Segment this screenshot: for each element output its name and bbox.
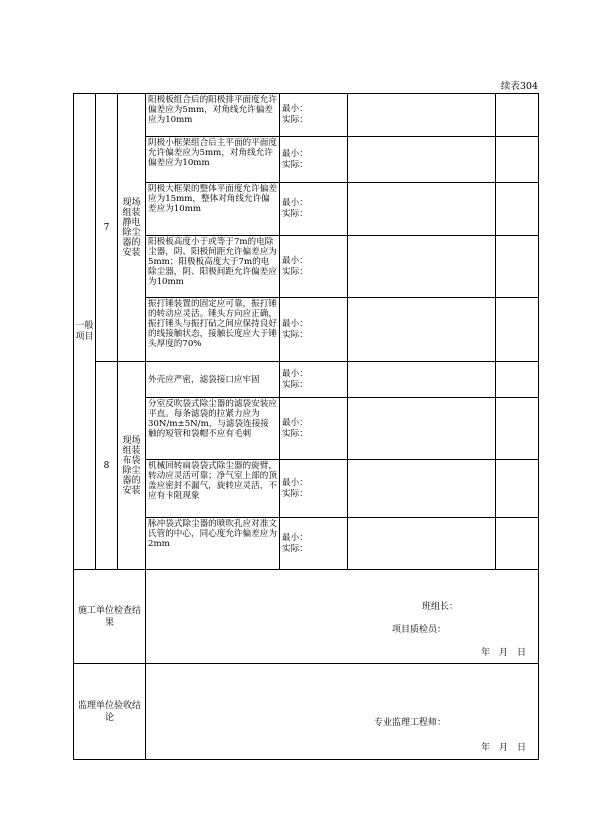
remark-cell[interactable] [496, 460, 539, 518]
team-leader-label: 班组长： [421, 602, 458, 612]
measurement-cell[interactable] [280, 236, 348, 298]
result-cell[interactable] [348, 460, 496, 518]
measurement-cell[interactable] [280, 298, 348, 362]
construction-date: 年 月 日 [480, 648, 526, 658]
actual-label: 实际： [282, 428, 308, 439]
result-cell[interactable] [348, 236, 496, 298]
general-items-label: 一般项目 [74, 94, 96, 570]
measurement-cell[interactable] [280, 94, 348, 137]
requirement-text: 阴极小框架组合后主平面的平面度允许偏差应为5mm，对角线允许偏差应为10mm [146, 137, 280, 183]
measurement-cell[interactable] [280, 362, 348, 398]
actual-label: 实际： [282, 379, 308, 390]
requirement-text: 分室反吹袋式除尘器的滤袋安装应平直。每条滤袋的拉紧力应为30N/m±5N/m，与滤袋连接接触的短管和袋帽不应有毛刺 [146, 398, 280, 460]
requirement-text: 阴极大框架的整体平面度允许偏差应为15mm，整体对角线允许偏差应为10mm [146, 183, 280, 236]
min-label: 最小： [282, 477, 308, 488]
construction-unit-label: 施工单位检查结果 [74, 570, 146, 664]
requirement-text: 振打锤装置的固定应可靠，振打锤的转动应灵活。锤头方向应正确，振打锤头与振打砧之间应保持良好的线接触状态，接触长度应大于锤头厚度的70% [146, 298, 280, 362]
continuation-label: 续表304 [500, 81, 538, 92]
supervision-date: 年 月 日 [480, 743, 526, 753]
inspection-table [73, 93, 539, 760]
min-label: 最小： [282, 318, 308, 329]
actual-label: 实际： [282, 329, 308, 340]
remark-cell[interactable] [496, 298, 539, 362]
measurement-cell[interactable] [280, 518, 348, 570]
min-label: 最小： [282, 198, 308, 208]
section-number: 8 [96, 362, 118, 570]
section-subject: 现场组装静电除尘器的安装 [118, 94, 146, 362]
remark-cell[interactable] [496, 137, 539, 183]
min-label: 最小： [282, 104, 308, 114]
supervision-engineer-label: 专业监理工程师： [373, 718, 446, 728]
result-cell[interactable] [348, 398, 496, 460]
min-label: 最小： [282, 532, 308, 543]
requirement-text: 脉冲袋式除尘器的喷吹孔应对准文氏管的中心，同心度允许偏差应为2mm [146, 518, 280, 570]
remark-cell[interactable] [496, 398, 539, 460]
requirement-text: 外壳应严密，滤袋接口应牢固 [146, 362, 280, 398]
min-label: 最小： [282, 417, 308, 428]
result-cell[interactable] [348, 183, 496, 236]
remark-cell[interactable] [496, 94, 539, 137]
actual-label: 实际： [282, 488, 308, 499]
actual-label: 实际： [282, 266, 308, 277]
result-cell[interactable] [348, 518, 496, 570]
actual-label: 实际： [282, 209, 308, 219]
min-label: 最小： [282, 255, 308, 266]
measurement-cell[interactable] [280, 398, 348, 460]
measurement-cell[interactable] [280, 460, 348, 518]
measurement-cell[interactable] [280, 137, 348, 183]
measurement-cell[interactable] [280, 183, 348, 236]
result-cell[interactable] [348, 137, 496, 183]
result-cell[interactable] [348, 362, 496, 398]
remark-cell[interactable] [496, 236, 539, 298]
remark-cell[interactable] [496, 362, 539, 398]
result-cell[interactable] [348, 298, 496, 362]
requirement-text: 机械回转扁袋袋式除尘器的旋臂，转动应灵活可靠；净气室上部的顶盖应密封不漏气，旋转应灵活，不应有卡阻现象 [146, 460, 280, 518]
remark-cell[interactable] [496, 518, 539, 570]
supervision-unit-label: 监理单位验收结论 [74, 664, 146, 760]
construction-result-cell[interactable] [146, 570, 539, 664]
requirement-text: 阳极板组合后的阳极排平面度允许偏差应为5mm，对角线允许偏差应为10mm [146, 94, 280, 137]
actual-label: 实际： [282, 159, 308, 170]
supervision-result-cell[interactable] [146, 664, 539, 760]
section-subject: 现场组装布袋除尘器的安装 [118, 362, 146, 570]
remark-cell[interactable] [496, 183, 539, 236]
actual-label: 实际： [282, 543, 308, 554]
min-label: 最小： [282, 148, 308, 159]
section-number: 7 [96, 94, 118, 362]
requirement-text: 阳极板高度小于或等于7m的电除尘器，阴、阳极间距允许偏差应为5mm；阳极板高度大于7m的电除尘器，阴、阳极间距允许偏差应为10mm [146, 236, 280, 298]
min-label: 最小： [282, 368, 308, 379]
qc-inspector-label: 项目质检员： [391, 625, 446, 635]
actual-label: 实际： [282, 115, 308, 125]
result-cell[interactable] [348, 94, 496, 137]
